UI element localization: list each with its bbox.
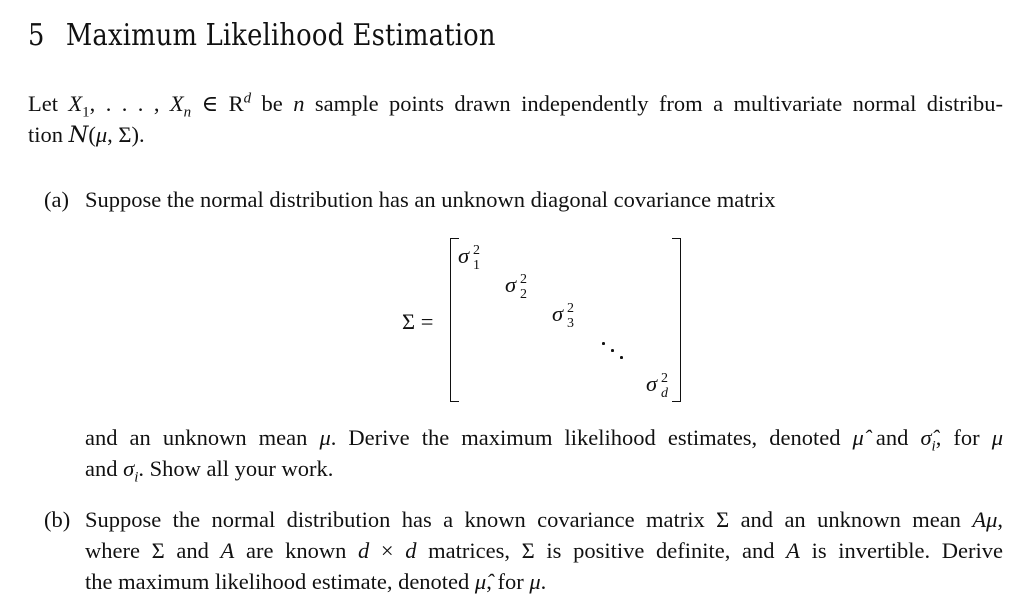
- part-b-text: Suppose the normal distribution has a known covariance matrix Σ and an unknown mean Aμ, where Σ and A are known d × d matrices, Σ is positive definite, and A is invertible. Derive the maximum likelihood estimate, denoted μ̂, for μ.: [85, 507, 1003, 594]
- intro-line-1: Let $X_1$, . . . , $X_n$ ∈ $R^d$ be n sample points drawn independently from a multivariate normal distribu-: [28, 90, 1004, 121]
- matrix-entry-3: σ 2 3: [552, 301, 574, 331]
- part-a-label: (a): [44, 187, 69, 212]
- section-heading: [28, 18, 496, 53]
- matrix-entry-2: σ 2 2: [505, 272, 527, 302]
- section-title: Maximum Likelihood Estimation: [65, 18, 496, 53]
- section-number: 5: [28, 18, 45, 53]
- matrix-entry-1: σ 2 1: [458, 243, 480, 273]
- matrix-right-bracket: [672, 238, 681, 402]
- part-a-text-2: and an unknown mean μ. Derive the maximum likelihood estimates, denoted μ̂ and $\sigmâ_i$, for μ and $\sigma_i$. Show all your work.: [85, 425, 1003, 486]
- matrix-lhs: Σ =: [402, 309, 434, 334]
- matrix-entry-d: σ 2 d: [646, 371, 668, 401]
- intro-line-2: tion N(μ, Σ).: [28, 122, 145, 148]
- matrix-diagonal-dots: [600, 340, 626, 362]
- intro-paragraph: [28, 88, 1003, 151]
- part-a-text-1: Suppose the normal distribution has an unknown diagonal covariance matrix: [85, 187, 776, 212]
- part-b-label: (b): [44, 507, 71, 532]
